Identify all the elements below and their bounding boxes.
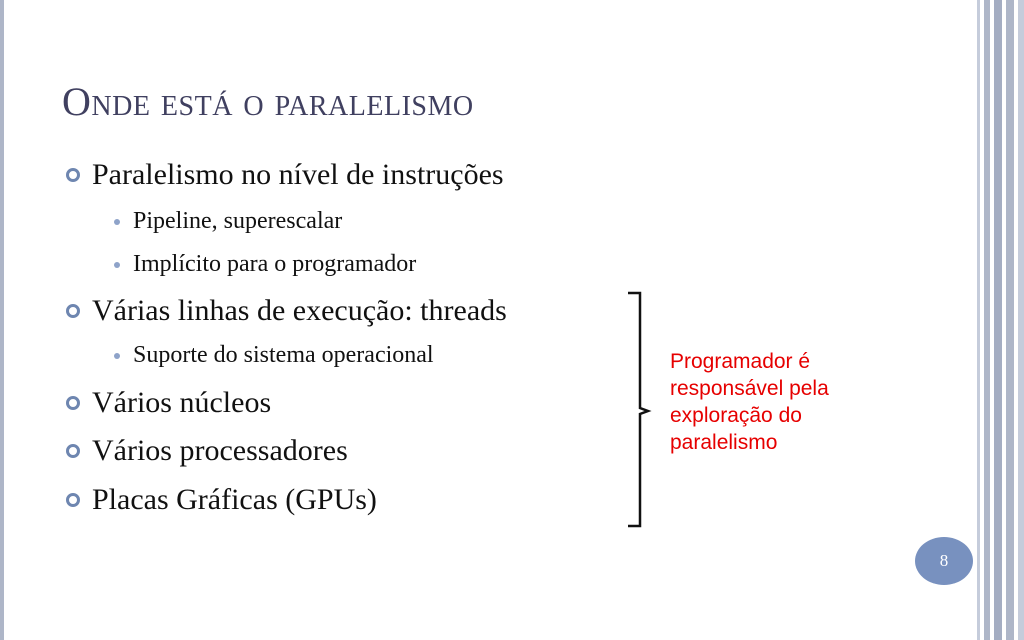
bullet-text: Várias linhas de execução: threads: [92, 294, 507, 327]
callout-note-line: Programador é: [670, 350, 811, 373]
dot-bullet-icon: [114, 219, 120, 225]
slide-right-frame: [974, 0, 1024, 640]
sub-bullet-item: [133, 251, 416, 278]
callout-note-line: responsável pela: [670, 377, 829, 400]
ring-bullet-icon: [66, 168, 80, 182]
bullet-item: [92, 483, 377, 517]
slide-left-border: [0, 0, 4, 640]
bullet-text: Placas Gráficas (GPUs): [92, 483, 377, 516]
ring-bullet-icon: [66, 493, 80, 507]
ring-bullet-icon: [66, 396, 80, 410]
sub-bullet-text: Suporte do sistema operacional: [133, 342, 434, 368]
bullet-item: [92, 386, 271, 420]
dot-bullet-icon: [114, 353, 120, 359]
ring-bullet-icon: [66, 444, 80, 458]
sub-bullet-item: [133, 208, 342, 235]
curly-brace-icon: [600, 290, 660, 530]
callout-note: [670, 348, 900, 456]
slide-title: Onde está o paralelismo: [62, 79, 474, 124]
bullet-text: Vários núcleos: [92, 386, 272, 419]
dot-bullet-icon: [114, 262, 120, 268]
bullet-item: [92, 434, 348, 468]
bullet-item: [92, 158, 504, 192]
bullet-text: Vários processadores: [92, 434, 348, 467]
sub-bullet-text: Implícito para o programador: [133, 251, 417, 277]
sub-bullet-text: Pipeline, superescalar: [133, 208, 343, 234]
slide-number-badge: 8: [915, 537, 973, 585]
bullet-text: Paralelismo no nível de instruções: [92, 158, 504, 191]
callout-note-line: exploração do: [670, 404, 802, 427]
sub-bullet-item: [133, 342, 434, 369]
ring-bullet-icon: [66, 304, 80, 318]
callout-note-line: paralelismo: [670, 431, 778, 454]
bullet-item: [92, 294, 507, 328]
